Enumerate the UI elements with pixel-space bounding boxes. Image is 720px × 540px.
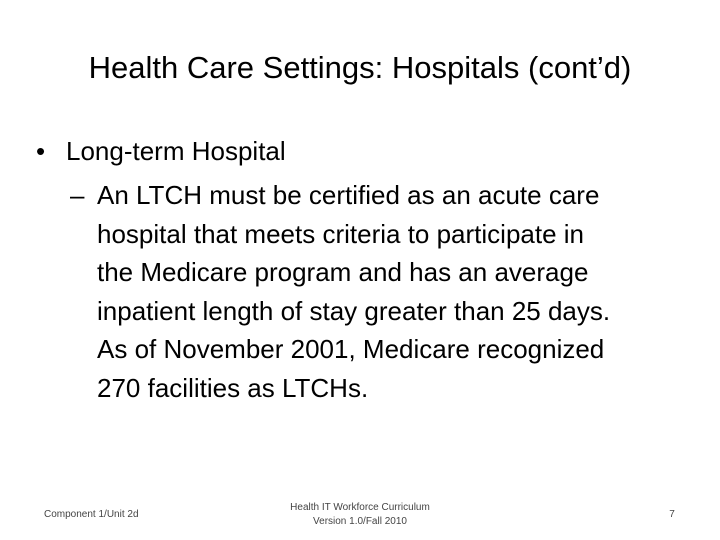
- sub-bullet-line: An LTCH must be certified as an acute care: [97, 180, 600, 210]
- sub-bullet-line: 270 facilities as LTCHs.: [97, 372, 369, 403]
- sub-bullet-line: hospital that meets criteria to participate in: [97, 218, 585, 249]
- sub-bullet-line: As of November 2001, Medicare recognized: [97, 334, 605, 364]
- bullet-item: [36, 132, 696, 170]
- bullet-text: Long-term Hospital: [66, 136, 286, 166]
- sub-bullet-line: the Medicare program and has an average: [97, 257, 589, 287]
- footer-version: Version 1.0/Fall 2010: [313, 516, 407, 527]
- sub-bullet-item: [70, 176, 700, 407]
- slide-title: Health Care Settings: Hospitals (cont’d): [88, 50, 632, 85]
- sub-bullet-marker: –: [70, 180, 85, 210]
- footer-curriculum: [210, 501, 510, 529]
- bullet-marker: •: [36, 136, 46, 166]
- footer-component-label: Component 1/Unit 2d: [44, 509, 139, 520]
- footer-curriculum-title: Health IT Workforce Curriculum: [290, 502, 430, 513]
- page-number: 7: [669, 509, 675, 520]
- sub-bullet-line: inpatient length of stay greater than 25 days.: [97, 295, 611, 326]
